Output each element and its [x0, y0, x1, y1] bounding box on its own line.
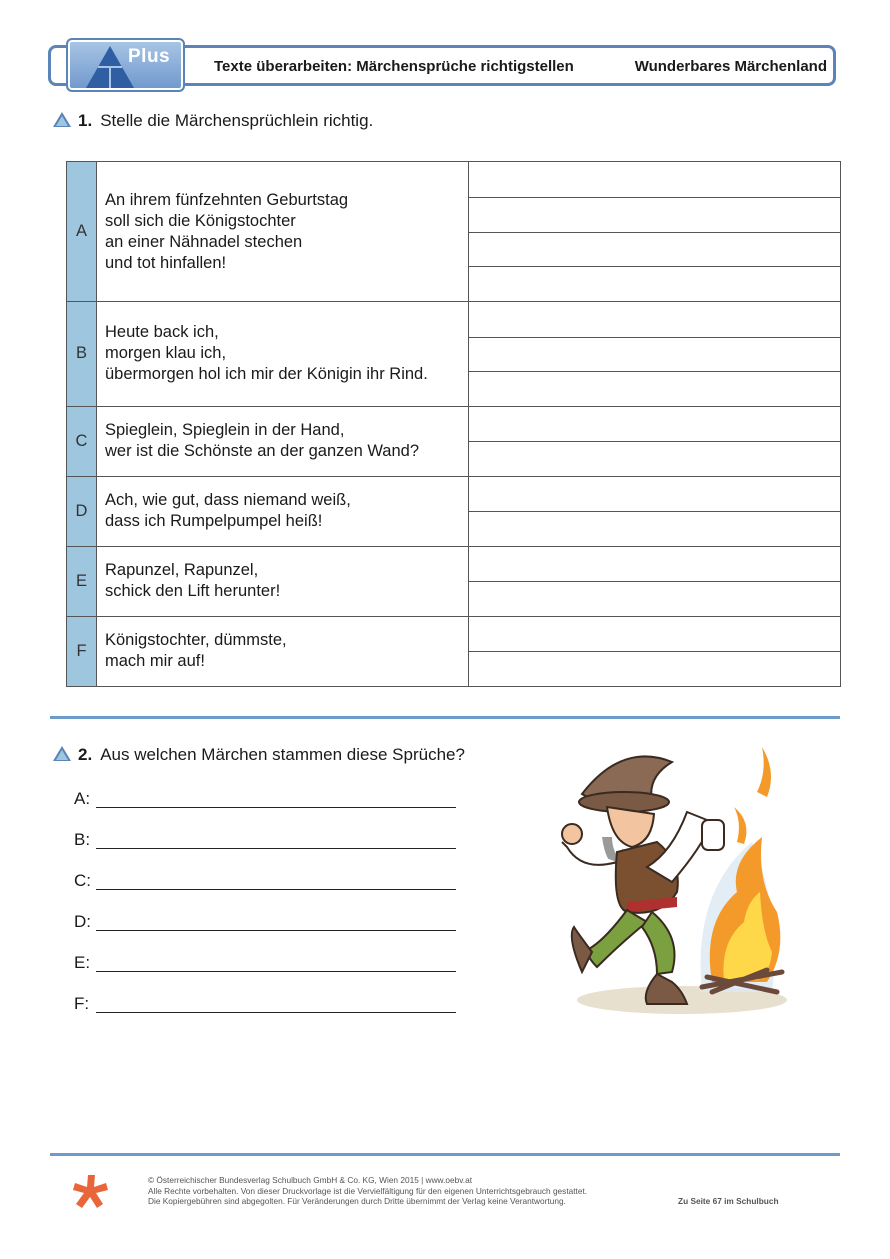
verse-line: An ihrem fünfzehnten Geburtstag — [105, 190, 349, 209]
answer-row — [74, 994, 89, 1014]
row-letter: D — [67, 476, 97, 546]
verse-text — [97, 302, 469, 407]
answer-line[interactable] — [469, 477, 840, 512]
badge-label: Plus — [128, 46, 171, 67]
task-1-heading — [52, 111, 373, 131]
verse-line: dass ich Rumpelpumpel heiß! — [105, 512, 323, 531]
task-instruction: Aus welchen Märchen stammen diese Sprüche? — [100, 745, 465, 764]
page-subtitle: Wunderbares Märchenland — [634, 58, 827, 75]
answer-line[interactable] — [469, 547, 840, 582]
page-title: Texte überarbeiten: Märchensprüche richtigstellen — [214, 58, 574, 75]
verse-line: Königstochter, dümmste, — [105, 631, 287, 650]
answer-line[interactable] — [469, 162, 840, 197]
answer-label: E: — [74, 953, 91, 972]
verse-text — [97, 616, 469, 686]
answer-line[interactable] — [469, 581, 840, 616]
answer-row — [74, 912, 91, 932]
task-number: 2. — [78, 745, 93, 764]
answer-label: C: — [74, 871, 91, 890]
answer-row — [74, 953, 90, 973]
answer-row — [74, 830, 90, 850]
footer-copyright — [148, 1175, 587, 1207]
page-reference: Zu Seite 67 im Schulbuch — [678, 1196, 779, 1206]
verse-line: Spieglein, Spieglein in der Hand, — [105, 421, 345, 440]
verse-line: soll sich die Königstochter — [105, 211, 296, 230]
verse-line: und tot hinfallen! — [105, 253, 227, 272]
footer-divider — [50, 1153, 840, 1156]
answer-line[interactable] — [96, 848, 456, 849]
answer-line[interactable] — [469, 302, 840, 337]
task-2-heading — [52, 745, 465, 765]
row-letter: B — [67, 302, 97, 407]
table-row — [67, 546, 841, 616]
answer-label: F: — [74, 994, 90, 1013]
answer-row — [74, 871, 91, 891]
answer-line[interactable] — [469, 617, 840, 652]
answer-cell[interactable] — [469, 162, 841, 302]
verse-text — [97, 476, 469, 546]
verse-line: morgen klau ich, — [105, 344, 227, 363]
verse-table — [66, 161, 841, 687]
verse-text — [97, 546, 469, 616]
row-letter: A — [67, 162, 97, 302]
answer-label: D: — [74, 912, 91, 931]
answer-line[interactable] — [469, 407, 840, 442]
answer-line[interactable] — [469, 197, 840, 232]
answer-line[interactable] — [469, 337, 840, 372]
verse-line: Rapunzel, Rapunzel, — [105, 561, 259, 580]
pyramid-icon — [52, 111, 72, 128]
answer-line[interactable] — [469, 232, 840, 267]
answer-cell[interactable] — [469, 546, 841, 616]
verse-line: mach mir auf! — [105, 652, 205, 671]
answer-line[interactable] — [469, 371, 840, 406]
answer-line[interactable] — [469, 651, 840, 686]
answer-cell[interactable] — [469, 616, 841, 686]
rumpelstiltskin-illustration — [552, 742, 792, 1022]
answer-cell[interactable] — [469, 302, 841, 407]
verse-text — [97, 162, 469, 302]
footer-line: © Österreichischer Bundesverlag Schulbuch GmbH & Co. KG, Wien 2015 | www.oebv.at — [148, 1175, 472, 1185]
publisher-logo-icon — [72, 1173, 110, 1211]
section-divider — [50, 716, 840, 719]
footer-line: Alle Rechte vorbehalten. Von dieser Druckvorlage ist die Vervielfältigung für den eigenen Unterrichtsgebrauch gestattet. — [148, 1185, 588, 1196]
answer-label: B: — [74, 830, 91, 849]
footer-line: Die Kopiergebühren sind abgegolten. Für Veränderungen durch Dritte übernimmt der Verlag keine Verantwortung. — [148, 1196, 566, 1206]
answer-line[interactable] — [96, 889, 456, 890]
answer-line[interactable] — [469, 266, 840, 301]
answer-line[interactable] — [96, 1012, 456, 1013]
answer-line[interactable] — [96, 807, 456, 808]
row-letter: E — [67, 546, 97, 616]
verse-text — [97, 406, 469, 476]
verse-line: an einer Nähnadel stechen — [105, 232, 303, 251]
verse-line: übermorgen hol ich mir der Königin ihr Rind. — [105, 365, 428, 384]
verse-line: Ach, wie gut, dass niemand weiß, — [105, 491, 351, 510]
task-instruction: Stelle die Märchensprüchlein richtig. — [100, 111, 374, 130]
answer-row — [74, 789, 90, 809]
table-row — [67, 406, 841, 476]
table-row — [67, 162, 841, 302]
answer-label: A: — [74, 789, 91, 808]
answer-cell[interactable] — [469, 406, 841, 476]
table-row — [67, 476, 841, 546]
verse-line: Heute back ich, — [105, 323, 219, 342]
answer-line[interactable] — [96, 930, 456, 931]
plus-badge — [66, 38, 185, 92]
answer-line[interactable] — [469, 511, 840, 546]
pyramid-icon — [52, 745, 72, 762]
table-row — [67, 302, 841, 407]
table-row — [67, 616, 841, 686]
answer-line[interactable] — [96, 971, 456, 972]
row-letter: C — [67, 406, 97, 476]
task-number: 1. — [78, 111, 93, 130]
verse-line: schick den Lift herunter! — [105, 582, 281, 601]
answer-line[interactable] — [469, 441, 840, 476]
verse-line: wer ist die Schönste an der ganzen Wand? — [105, 442, 419, 461]
row-letter: F — [67, 616, 97, 686]
answer-cell[interactable] — [469, 476, 841, 546]
